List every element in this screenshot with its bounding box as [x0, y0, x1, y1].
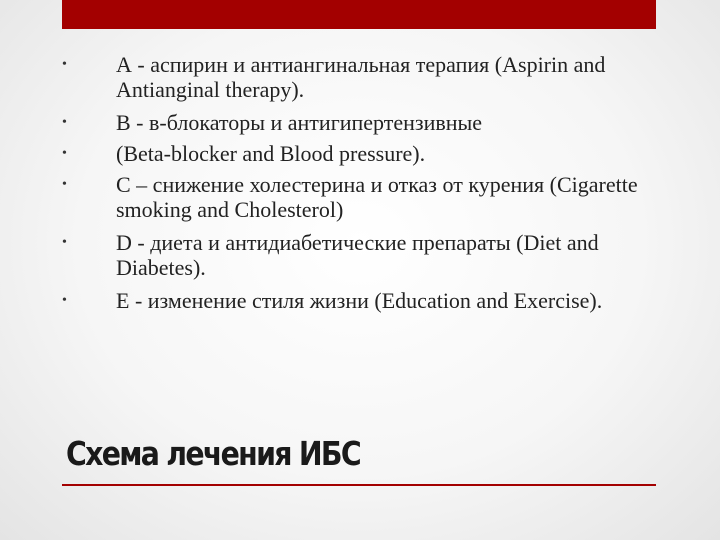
bullet-item [62, 52, 662, 102]
bullet-dot-icon: • [62, 293, 67, 308]
bullet-item [62, 172, 662, 222]
bullet-item [62, 141, 662, 166]
bullet-dot-icon: • [62, 115, 67, 130]
bullet-dot-icon: • [62, 177, 67, 192]
bullet-list [62, 52, 662, 321]
bullet-text: А - аспирин и антиангинальная терапия (Aspirin and Antianginal therapy). [116, 52, 606, 102]
bullet-dot-icon: • [62, 235, 67, 250]
bullet-item [62, 230, 662, 280]
bullet-text: С – снижение холестерина и отказ от курения (Cigarette smoking and Cholesterol) [116, 172, 638, 222]
top-accent-bar [62, 0, 656, 29]
slide-title: Схема лечения ИБС [66, 434, 360, 473]
bullet-text: E - изменение стиля жизни (Education and Exercise). [116, 288, 603, 313]
bullet-text: (Beta-blocker and Blood pressure). [116, 141, 426, 166]
title-underline [62, 484, 656, 486]
bullet-item [62, 288, 662, 313]
bullet-text: В - в-блокаторы и антигипертензивные [116, 110, 483, 135]
bullet-text: D - диета и антидиабетические препараты (Diet and Diabetes). [116, 230, 599, 280]
bullet-dot-icon: • [62, 146, 67, 161]
bullet-item [62, 110, 662, 135]
bullet-dot-icon: • [62, 57, 67, 72]
